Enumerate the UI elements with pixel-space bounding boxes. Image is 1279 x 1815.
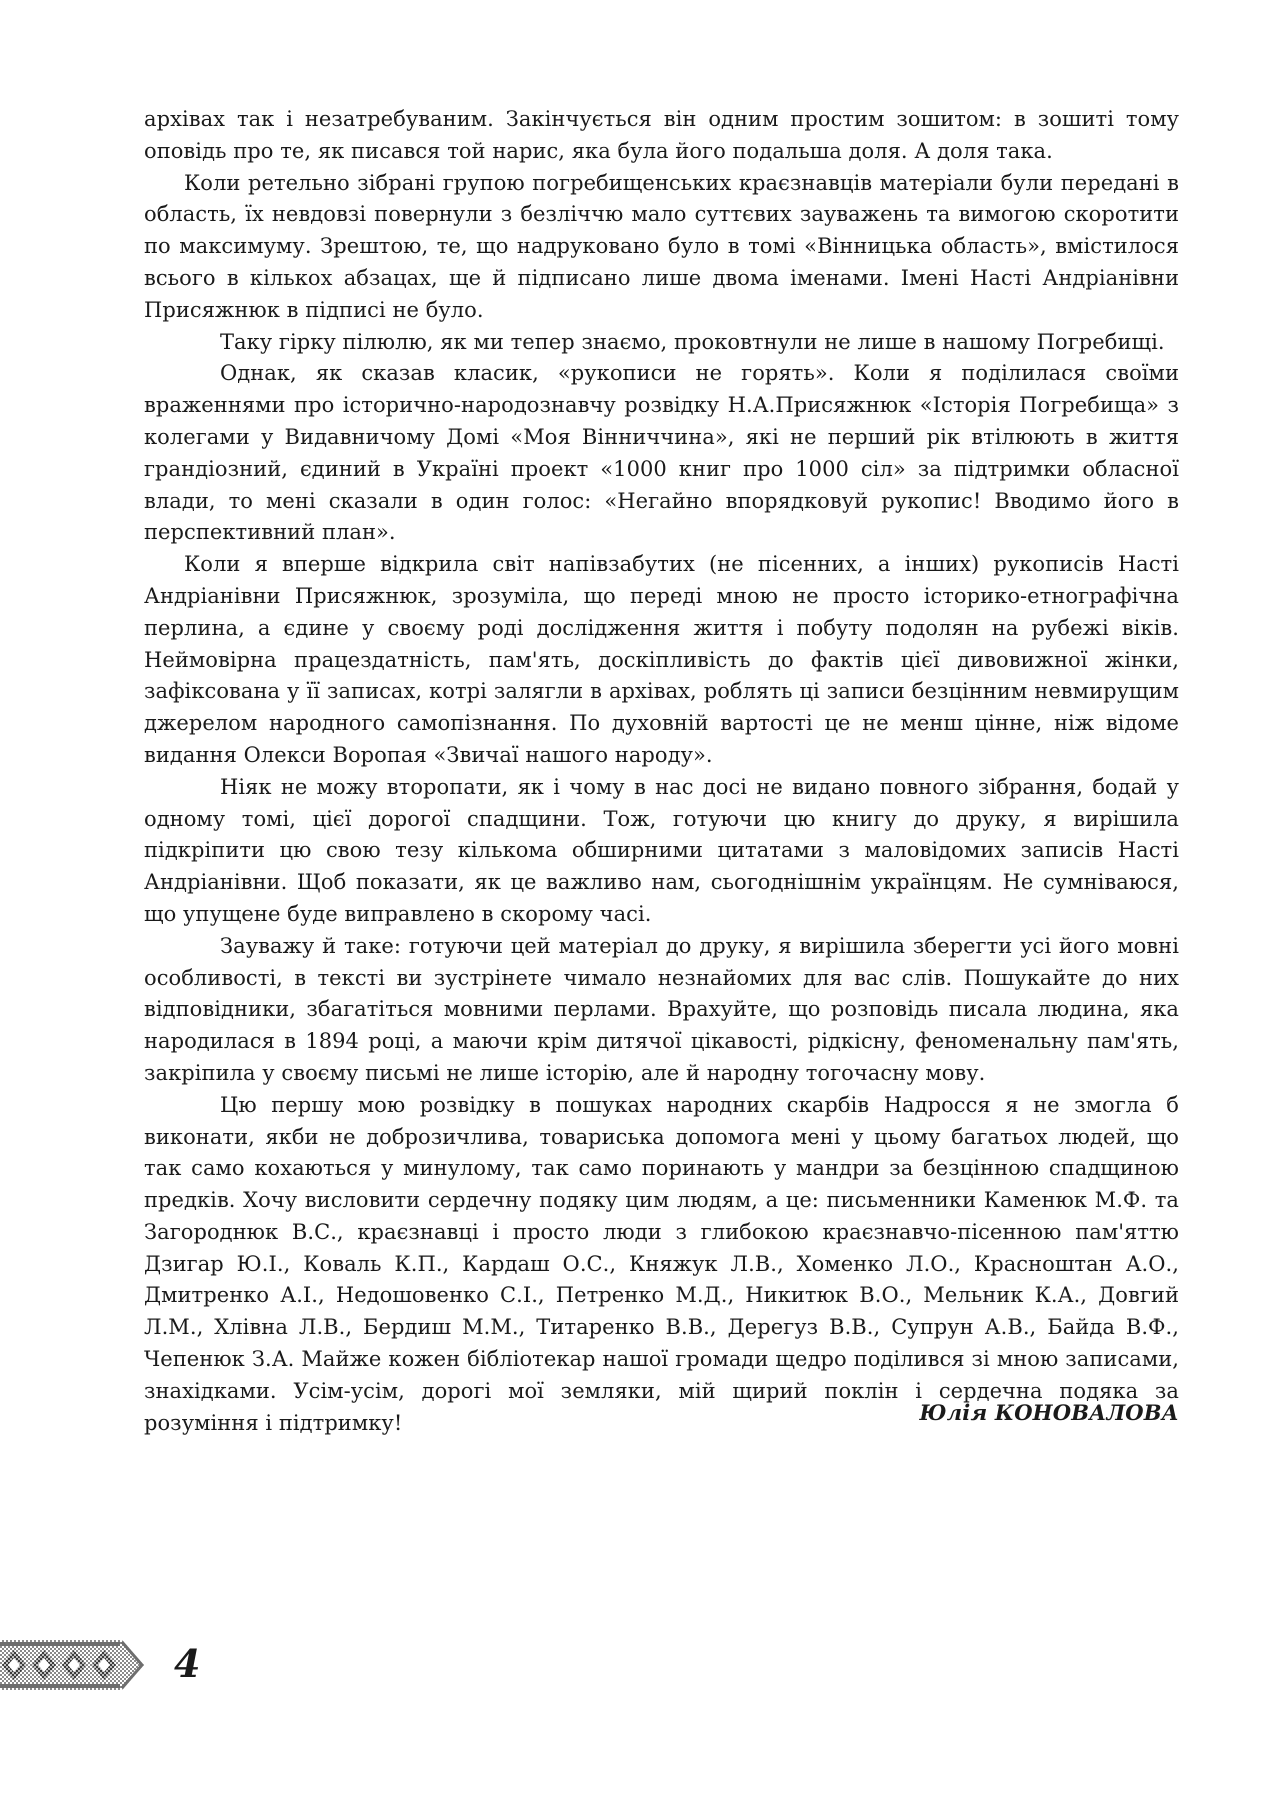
paragraph-collection: Ніяк не можу второпати, як і чому в нас досі не видано повного зібрання, бодай у одному томі, цієї дорогої спадщини. Тож, готуючи цю книгу до друку, я вирішила підкріпити цю свою тезу кількома обширними цитатами з маловідомих записів Насті Андріанівни. Щоб показати, як це важливо нам, сьогоднішнім українцям. Не сумніваюся, що упущене буде виправлено в скорому часі.	[144, 774, 1179, 926]
paragraph-manuscripts: Однак, як сказав класик, «рукописи не горять». Коли я поділилася своїми враженнями про історично-народознавчу розвідку Н.А.Присяжнюк «Історія Погребища» з колегами у Видавничому Домі «Моя Вінниччина», які не перший рік втілюють в життя грандіозний, єдиний в Україні проект «1000 книг про 1000 сіл» за підтримки обласної влади, то мені сказали в один голос: «Негайно впорядковуй рукопис! Вводимо його в перспективний план».	[144, 361, 1179, 545]
embroidery-ornament-icon	[0, 1638, 146, 1692]
paragraph-continuation: архівах так і незатребуваним. Закінчується він одним простим зошитом: в зошиті тому оповідь про те, як писався той нарис, яка була його подальша доля. А доля така.	[144, 107, 1179, 163]
paragraph-bitter-pill: Таку гірку пілюлю, як ми тепер знаємо, проковтнули не лише в нашому Погребищі.	[220, 329, 1165, 354]
paragraph-submission: Коли ретельно зібрані групою погребищенських краєзнавців матеріали були передані в область, їх невдовзі повернули з безліччю мало суттєвих зауважень та вимогою скоротити по максимуму. Зрештою, те, що надруковано було в томі «Вінницька область», вмістилося всього в кількох абзацах, ще й підписано лише двома іменами. Імені Насті Андріанівни Присяжнюк в підписі не було.	[144, 170, 1179, 322]
page-body	[144, 104, 1179, 1439]
author-signature: Юлія КОНОВАЛОВА	[919, 1400, 1179, 1425]
paragraph-discovery: Коли я вперше відкрила світ напівзабутих (не пісенних, а інших) рукописів Насті Андріанівни Присяжнюк, зрозуміла, що переді мною не просто історико-етнографічна перлина, а єдине у своєму роді дослідження життя і побуту подолян на рубежі віків. Неймовірна працездатність, пам'ять, доскіпливість до фактів цієї дивовижної жінки, зафіксована у її записах, котрі залягли в архівах, роблять ці записи безцінним невмирущим джерелом народного самопізнання. По духовній вартості це не менш цінне, ніж відоме видання Олекси Воропая «Звичаї нашого народу».	[144, 552, 1179, 767]
paragraph-acknowledgements: Цю першу мою розвідку в пошуках народних скарбів Надросся я не змогла б виконати, якби не доброзичлива, товариська допомога мені у цьому багатьох людей, що так само кохаються у минулому, так само поринають у мандри за безцінною спадщиною предків. Хочу висловити сердечну подяку цим людям, а це: письменники Каменюк М.Ф. та Загороднюк В.С., краєзнавці і просто люди з глибокою краєзнавчо-пісенною пам'яттю Дзигар Ю.І., Коваль К.П., Кардаш О.С., Княжук Л.В., Хоменко Л.О., Красноштан А.О., Дмитренко А.І., Недошовенко С.І., Петренко М.Д., Никитюк В.О., Мельник К.А., Довгий Л.М., Хлівна Л.В., Бердиш М.М., Титаренко В.В., Дерегуз В.В., Супрун А.В., Байда В.Ф., Чепенюк З.А. Майже кожен бібліотекар нашої громади щедро поділився зі мною записами, знахідками. Усім-усім, дорогі мої земляки, мій щирий поклін і сердечна подяка за розуміння і підтримку!	[144, 1092, 1179, 1435]
page-number: 4	[174, 1641, 201, 1686]
paragraph-language: Зауважу й таке: готуючи цей матеріал до друку, я вирішила зберегти усі його мовні особливості, в тексті ви зустрінете чимало незнайомих для вас слів. Пошукайте до них відповідники, збагатіться мовними перлами. Врахуйте, що розповідь писала людина, яка народилася в 1894 році, а маючи крім дитячої цікавості, рідкісну, феноменальну пам'ять, закріпила у своєму письмі не лише історію, але й народну тогочасну мову.	[144, 933, 1179, 1085]
